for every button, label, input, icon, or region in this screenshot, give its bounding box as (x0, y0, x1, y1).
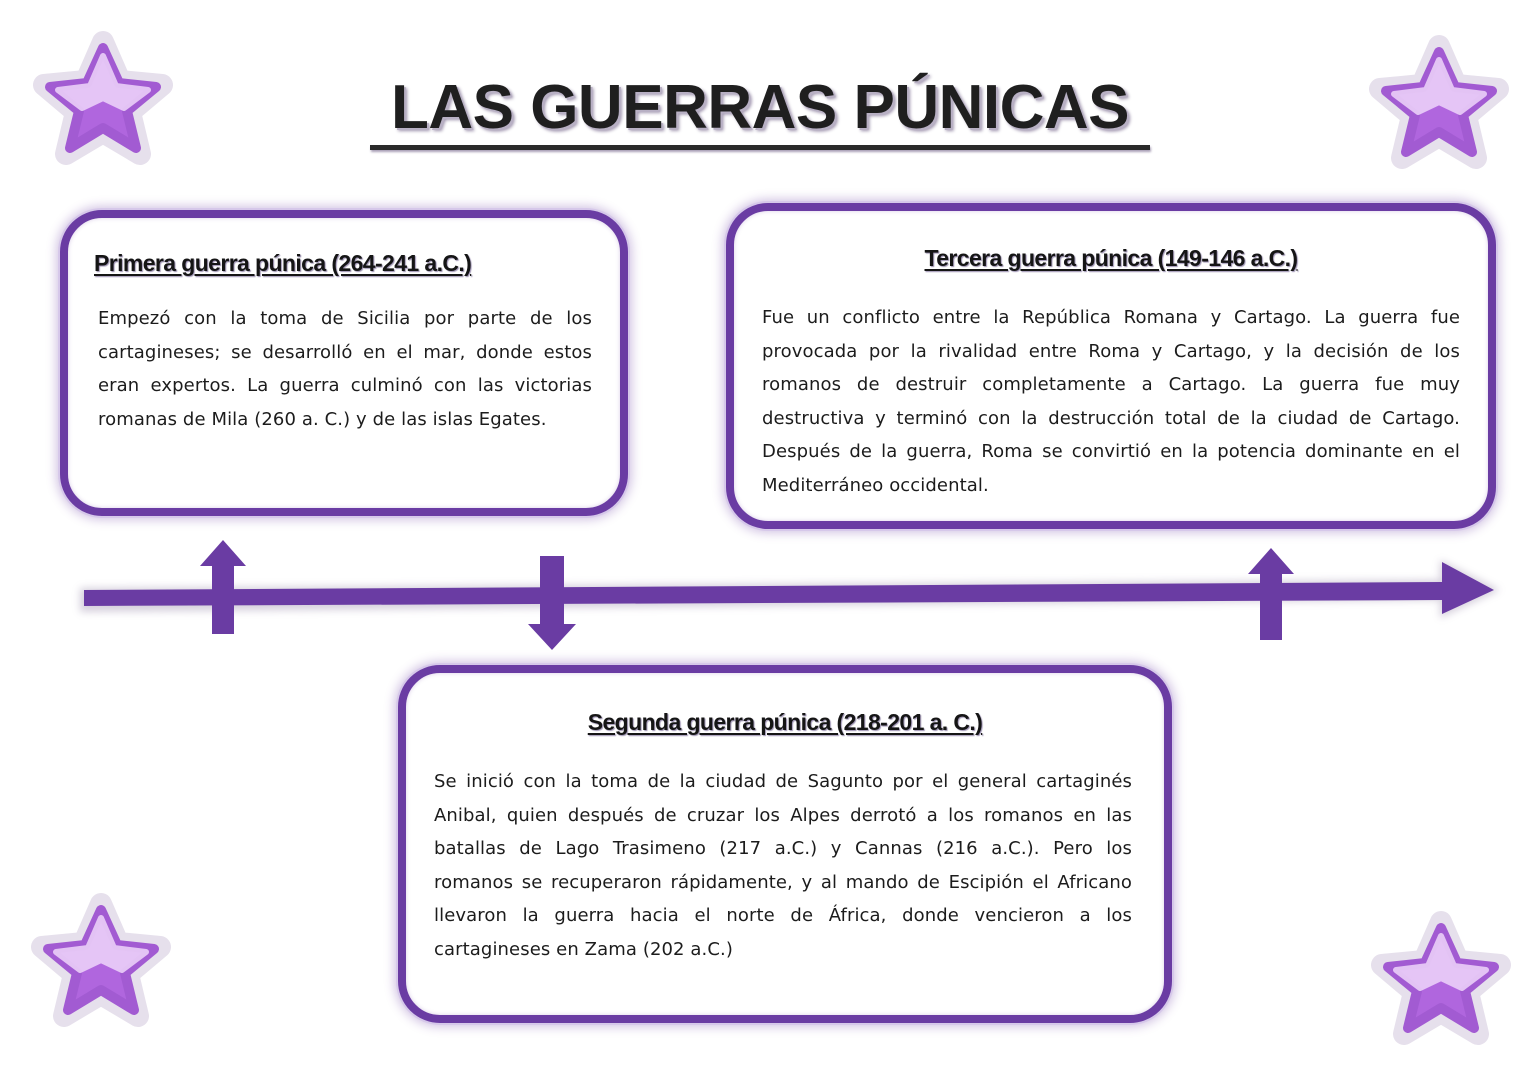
event-description: Se inició con la toma de la ciudad de Sagunto por el general cartaginés Anibal, quien después de cruzar los Alpes derrotó a los romanos en las batallas de Lago Trasimeno (217 a.C.) y Cannas (216 a.C.). Pero los romanos se recuperaron rápidamente, y al mando de Escipión el Africano llevaron la guerra hacia el norte de África, donde vencieron a los cartagineses en Zama (202 a.C.) (434, 771, 1132, 960)
event-card-third-war (726, 203, 1496, 529)
star-icon (1364, 32, 1514, 182)
star-icon (28, 28, 178, 178)
star-icon (1366, 908, 1516, 1058)
page-title: LAS GUERRAS PÚNICAS (390, 73, 1129, 142)
event-heading: Primera guerra púnica (264-241 a.C.) (94, 250, 472, 276)
up-arrow-icon (200, 540, 246, 634)
event-heading: Tercera guerra púnica (149-146 a.C.) (924, 245, 1298, 271)
event-card-first-war (60, 210, 628, 516)
event-card-second-war (398, 665, 1172, 1023)
event-heading: Segunda guerra púnica (218-201 a. C.) (587, 709, 983, 735)
event-description: Empezó con la toma de Sicilia por parte de los cartagineses; se desarrolló en el mar, donde estos eran expertos. La guerra culminó con las victorias romanas de Mila (260 a. C.) y de las islas Egates. (98, 308, 592, 430)
event-description: Fue un conflicto entre la República Romana y Cartago. La guerra fue provocada por la rivalidad entre Roma y Cartago, y la decisión de los romanos de destruir completamente a Cartago. La guerra fue muy destructiva y terminó con la destrucción total de la ciudad de Cartago. Después de la guerra, Roma se convirtió en la potencia dominante en el Mediterráneo occidental. (762, 307, 1460, 496)
star-icon (26, 890, 176, 1040)
title-underline (370, 145, 1150, 150)
